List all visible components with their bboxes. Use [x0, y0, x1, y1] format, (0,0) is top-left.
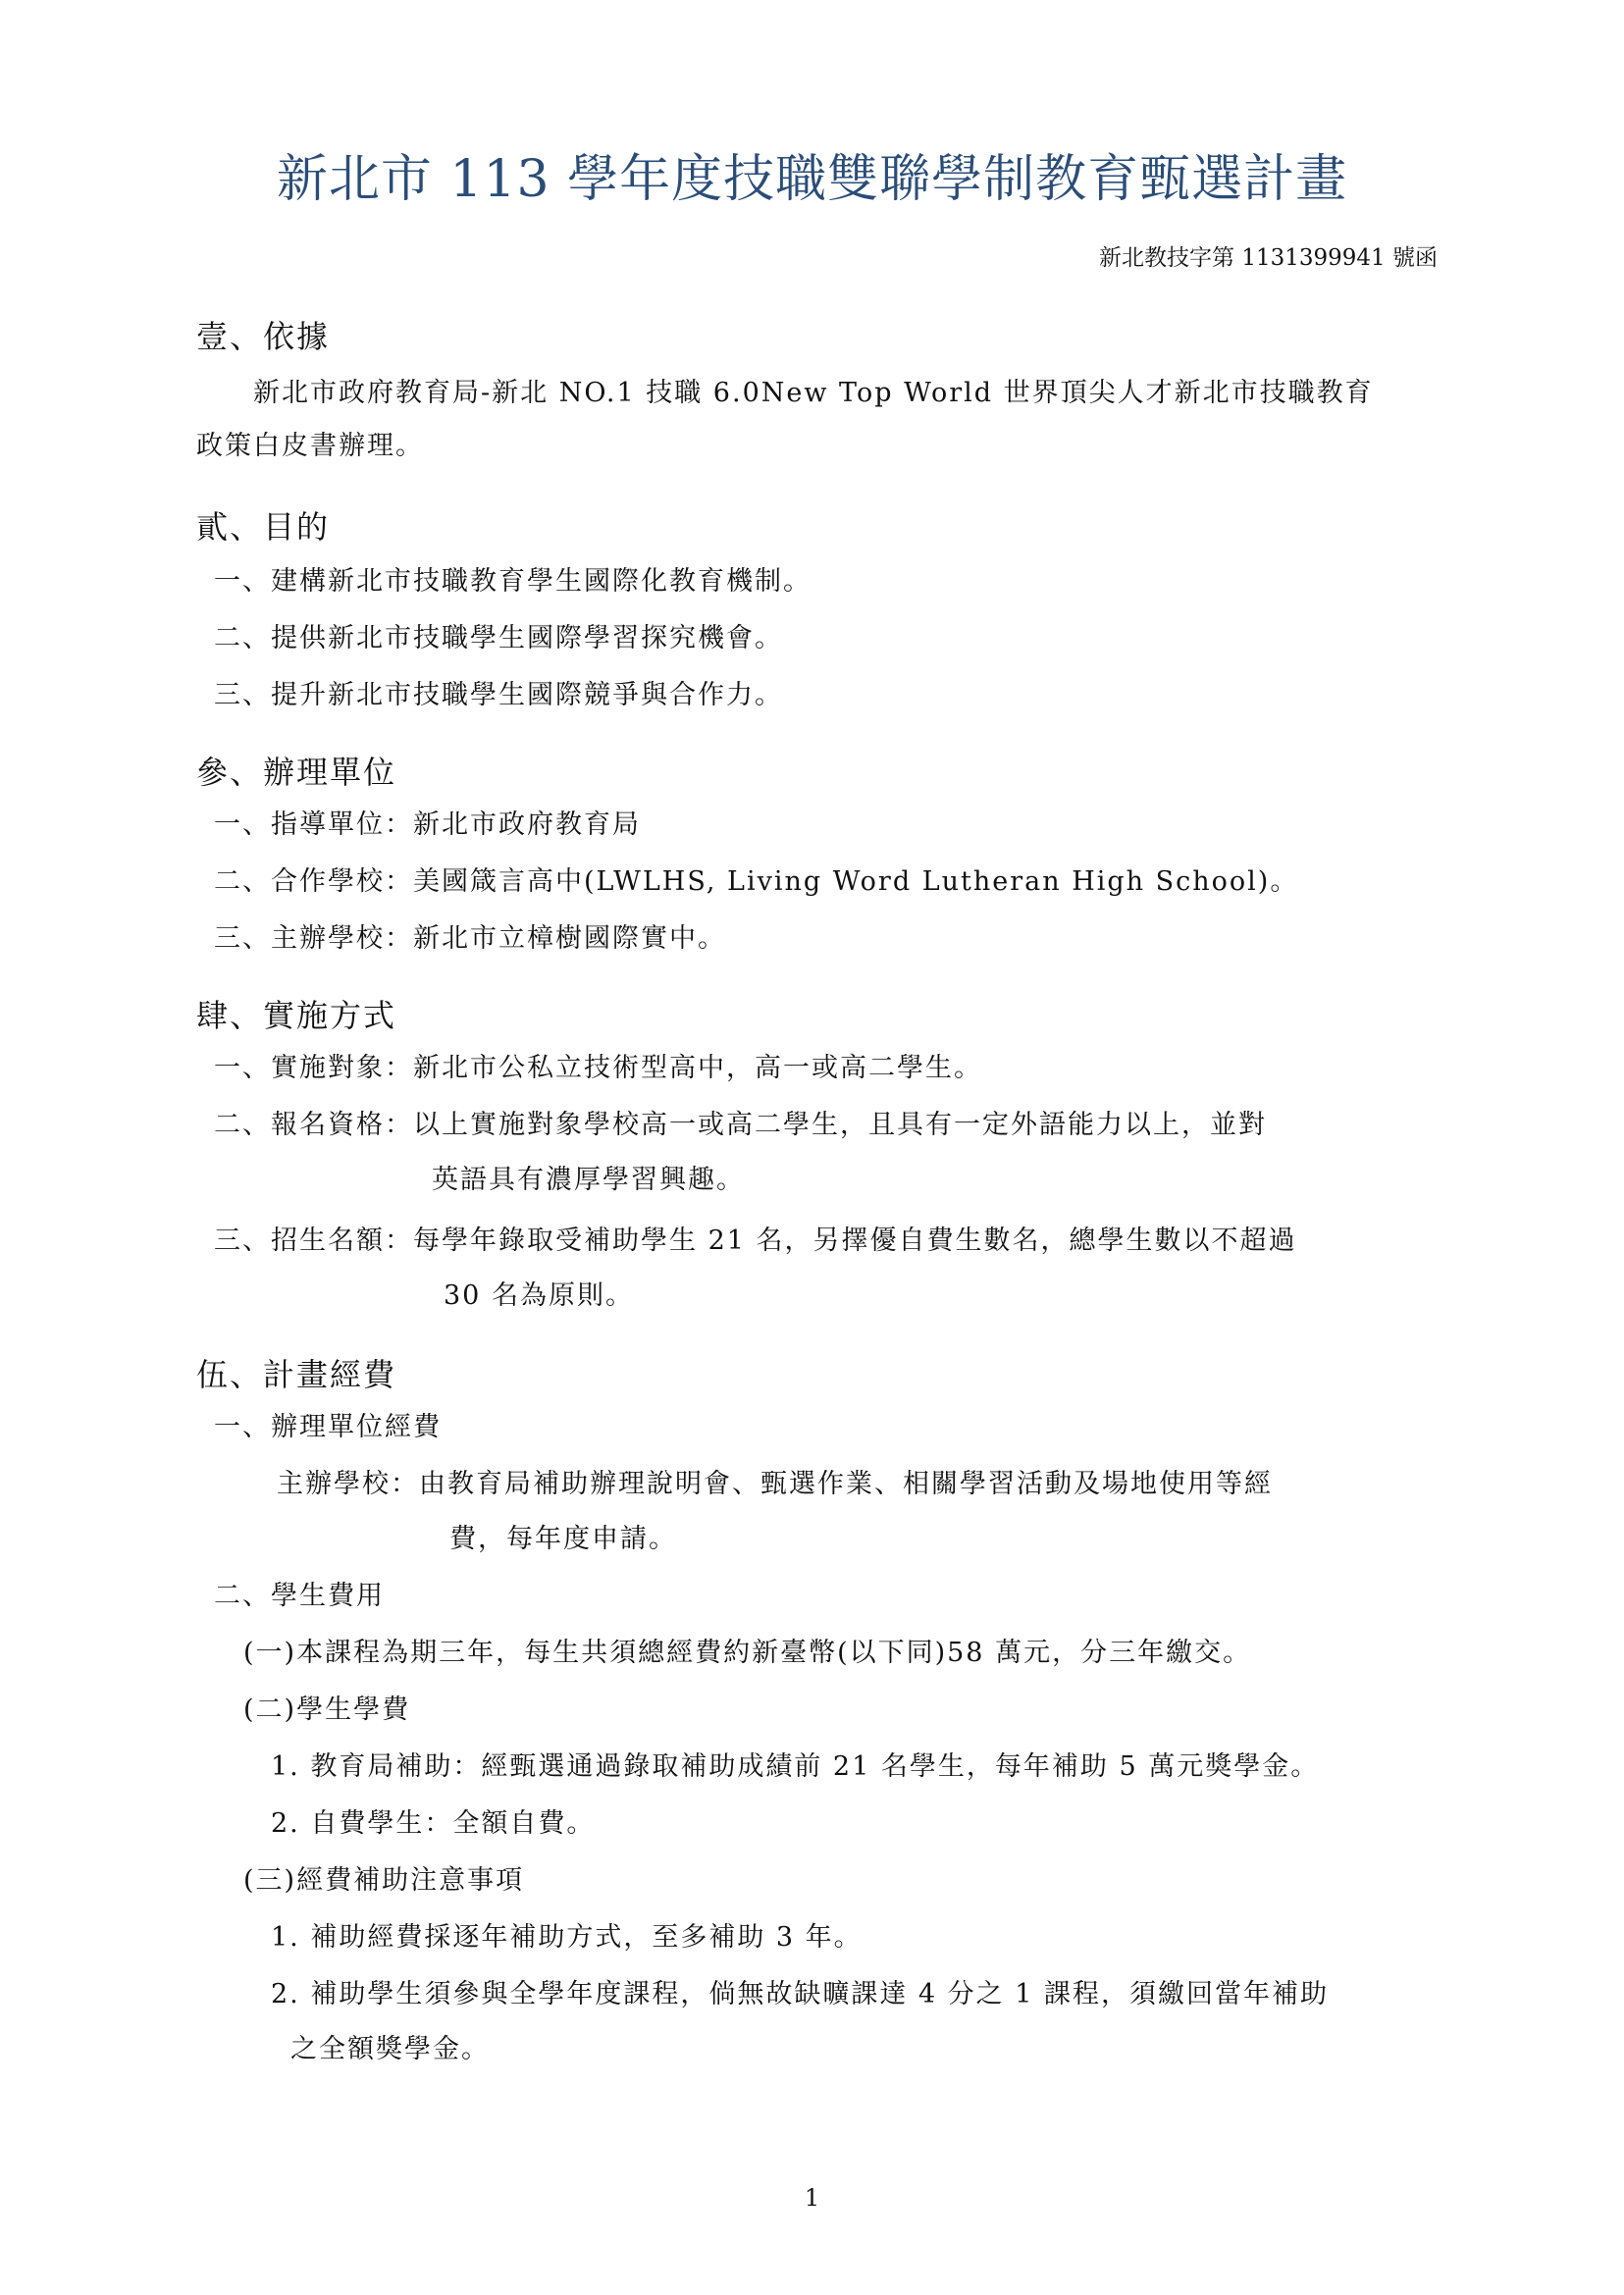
organizer-item-2: 二、合作學校：美國箴言高中(LWLHS, Living Word Lutheran High School)。: [214, 866, 1299, 897]
purpose-item-1: 一、建構新北市技職教育學生國際化教育機制。: [214, 566, 812, 597]
basis-line-1: 新北市政府教育局-新北 NO.1 技職 6.0New Top World 世界頂尖人才新北市技職教育: [253, 378, 1374, 408]
budget-line-4: 二、學生費用: [214, 1581, 385, 1611]
purpose-item-2: 二、提供新北市技職學生國際學習探究機會。: [214, 623, 783, 653]
budget-line-3: 費，每年度申請。: [449, 1524, 677, 1554]
budget-line-9: (三)經費補助注意事項: [243, 1865, 525, 1896]
page-title: 新北市 113 學年度技職雙聯學制教育甄選計畫: [276, 150, 1348, 209]
budget-line-2: 主辦學校：由教育局補助辦理說明會、甄選作業、相關學習活動及場地使用等經: [277, 1469, 1273, 1499]
implementation-line-4: 三、招生名額：每學年錄取受補助學生 21 名，另擇優自費生數名，總學生數以不超過: [214, 1226, 1297, 1256]
implementation-line-5: 30 名為原則。: [444, 1280, 634, 1311]
budget-line-5: (一)本課程為期三年，每生共須總經費約新臺幣(以下同)58 萬元，分三年繳交。: [243, 1638, 1252, 1668]
budget-line-8: 2. 自費學生：全額自費。: [271, 1808, 596, 1839]
budget-line-1: 一、辦理單位經費: [214, 1412, 442, 1442]
page-number: 1: [804, 2184, 820, 2212]
section-heading-organizers: 參、辦理單位: [196, 754, 397, 791]
organizer-item-3: 三、主辦學校：新北市立樟樹國際實中。: [214, 923, 726, 954]
budget-line-12: 之全額獎學金。: [290, 2034, 490, 2064]
implementation-line-3: 英語具有濃厚學習興趣。: [432, 1165, 745, 1195]
section-heading-implementation: 肆、實施方式: [196, 997, 397, 1034]
basis-line-2: 政策白皮書辦理。: [196, 431, 424, 461]
implementation-line-2: 二、報名資格：以上實施對象學校高一或高二學生，且具有一定外語能力以上，並對: [214, 1110, 1267, 1140]
section-heading-basis: 壹、依據: [196, 318, 331, 355]
budget-line-7: 1. 教育局補助：經甄選通過錄取補助成績前 21 名學生，每年補助 5 萬元獎學金。: [271, 1751, 1320, 1782]
section-heading-purpose: 貳、目的: [196, 508, 331, 546]
document-number: 新北教技字第 1131399941 號函: [1099, 245, 1438, 271]
section-heading-budget: 伍、計畫經費: [196, 1356, 397, 1393]
implementation-line-1: 一、實施對象：新北市公私立技術型高中，高一或高二學生。: [214, 1053, 982, 1083]
budget-line-6: (二)學生學費: [243, 1695, 411, 1725]
purpose-item-3: 三、提升新北市技職學生國際競爭與合作力。: [214, 680, 783, 710]
budget-line-10: 1. 補助經費採逐年補助方式，至多補助 3 年。: [271, 1922, 863, 1953]
organizer-item-1: 一、指導單位：新北市政府教育局: [214, 809, 641, 840]
budget-line-11: 2. 補助學生須參與全學年度課程，倘無故缺曠課達 4 分之 1 課程，須繳回當年補助: [271, 1979, 1330, 2009]
